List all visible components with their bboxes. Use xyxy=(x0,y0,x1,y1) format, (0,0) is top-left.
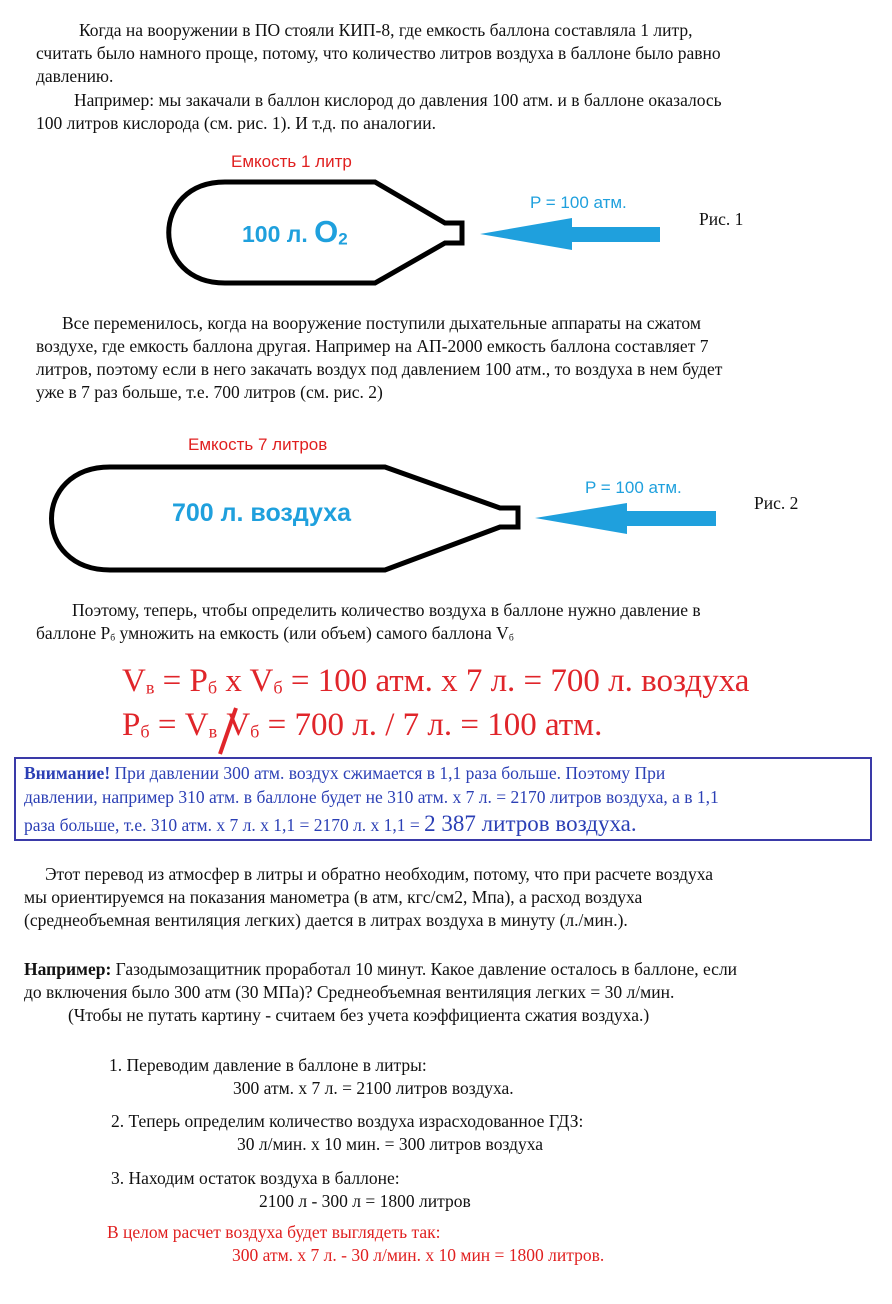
notice-line-1 xyxy=(24,762,665,785)
notice-text-1: При давлении 300 атм. воздух сжимается в 1,1 раза больше. Поэтому При xyxy=(110,763,666,783)
fig1-capacity-label: Емкость 1 литр xyxy=(231,152,352,171)
f1-rest: = 100 атм. x 7 л. = 700 л. воздуха xyxy=(282,663,750,699)
para3-line-2 xyxy=(36,622,514,649)
notice-bold: Внимание! xyxy=(24,763,111,783)
para2-line-1: Все переменилось, когда на вооружение поступили дыхательные аппараты на сжатом xyxy=(62,313,701,333)
f2-v: V xyxy=(184,707,209,743)
para2-line-4: уже в 7 раз больше, т.е. 700 литров (см. рис. 2) xyxy=(36,382,383,402)
intro-line-4: Например: мы закачали в баллон кислород до давления 100 атм. и в баллоне оказалось xyxy=(74,90,722,110)
fig2-pressure-arrow xyxy=(535,503,716,534)
f1-v: V xyxy=(122,663,146,699)
para3-line-1: Поэтому, теперь, чтобы определить количество воздуха в баллоне нужно давление в xyxy=(72,600,701,620)
f2-v2-sub: б xyxy=(250,721,260,742)
notice-result: 2 387 литров воздуха. xyxy=(424,811,637,836)
notice-line-3 xyxy=(24,812,637,837)
intro-line-3: давлению. xyxy=(36,66,114,86)
fig1-caption: Рис. 1 xyxy=(699,209,744,229)
f1-p: P xyxy=(189,663,208,699)
f1-v2-sub: б xyxy=(273,677,283,698)
para4-line-1: Этот перевод из атмосфер в литры и обратно необходим, потому, что при расчете воздуха xyxy=(45,864,713,884)
step-1-title: 1. Переводим давление в баллоне в литры: xyxy=(109,1055,427,1075)
f1-eq: = xyxy=(154,663,190,699)
fig1-formula-letter: O xyxy=(314,214,339,249)
f2-p-sub: б xyxy=(140,721,150,742)
summary-calc: 300 атм. х 7 л. - 30 л/мин. х 10 мин = 1800 литров. xyxy=(232,1245,605,1265)
example-line-2: до включения было 300 атм (30 МПа)? Среднеобъемная вентиляция легких = 30 л/мин. xyxy=(24,982,675,1002)
fig2-pressure-label: P = 100 атм. xyxy=(585,478,682,497)
fig2-content: 700 л. воздуха xyxy=(172,499,352,527)
intro-line-2: считать было намного проще, потому, что количество литров воздуха в баллоне было равно xyxy=(36,43,721,63)
para3-text-b: умножить на емкость (или объем) самого баллона V xyxy=(115,623,509,643)
fig1-oxygen-formula xyxy=(314,214,348,249)
f2-eq: = xyxy=(149,707,185,743)
f2-rest: = 700 л. / 7 л. = 100 атм. xyxy=(259,707,603,743)
step-2-calc: 30 л/мин. х 10 мин. = 300 литров воздуха xyxy=(237,1134,543,1154)
para2-line-2: воздухе, где емкость баллона другая. Например на АП-2000 емкость баллона составляет 7 xyxy=(36,336,709,356)
example-line-1 xyxy=(24,958,737,981)
fig1-pressure-label: P = 100 атм. xyxy=(530,193,627,212)
step-3-calc: 2100 л - 300 л = 1800 литров xyxy=(259,1191,471,1211)
f2-p: P xyxy=(122,707,141,743)
step-2-title: 2. Теперь определим количество воздуха израсходованное ГДЗ: xyxy=(111,1111,584,1131)
intro-line-5: 100 литров кислорода (см. рис. 1). И т.д. по аналогии. xyxy=(36,113,436,133)
f2-slash xyxy=(217,707,226,743)
para3-sub-1: б xyxy=(110,632,116,644)
example-line-3: (Чтобы не путать картину - считаем без учета коэффициента сжатия воздуха.) xyxy=(68,1005,650,1025)
f1-p-sub: б xyxy=(207,677,218,698)
f1-v-sub: в xyxy=(145,677,155,698)
notice-line-2: давлении, например 310 атм. в баллоне будет не 310 атм. x 7 л. = 2170 литров воздуха, а в 1,1 xyxy=(24,787,719,807)
f1-v2: V xyxy=(249,663,274,699)
f2-v2: V xyxy=(226,707,251,743)
step-1-calc: 300 атм. х 7 л. = 2100 литров воздуха. xyxy=(233,1078,514,1098)
para2-line-3: литров, поэтому если в него закачать воздух под давлением 100 атм., то воздуха в нем будет xyxy=(36,359,723,379)
formula-2 xyxy=(122,707,602,750)
fig1-content xyxy=(242,213,348,259)
fig1-pressure-arrow xyxy=(480,218,660,250)
notice-text-3: раза больше, т.е. 310 атм. x 7 л. x 1,1 = 2170 л. x 1,1 = xyxy=(24,815,425,835)
step-3-title: 3. Находим остаток воздуха в баллоне: xyxy=(111,1168,400,1188)
f1-x: x xyxy=(217,663,250,699)
para3-text-a: баллоне P xyxy=(36,623,111,643)
fig1-formula-sub: 2 xyxy=(338,229,348,249)
para3-sub-2: б xyxy=(508,632,514,644)
fig2-caption: Рис. 2 xyxy=(754,493,799,513)
formula-1 xyxy=(122,663,749,706)
summary-title: В целом расчет воздуха будет выглядеть так: xyxy=(107,1222,441,1242)
fig1-content-text: 100 л. xyxy=(242,221,308,247)
para4-line-3: (среднеобъемная вентиляция легких) дается в литрах воздуха в минуту (л./мин.). xyxy=(24,910,628,930)
para4-line-2: мы ориентируемся на показания манометра (в атм, кгс/см2, Мпа), а расход воздуха xyxy=(24,887,643,907)
f2-v-sub: в xyxy=(208,721,218,742)
fig2-capacity-label: Емкость 7 литров xyxy=(188,435,328,454)
intro-line-1: Когда на вооружении в ПО стояли КИП-8, где емкость баллона составляла 1 литр, xyxy=(79,20,693,40)
example-text-1: Газодымозащитник проработал 10 минут. Какое давление осталось в баллоне, если xyxy=(111,959,738,979)
example-bold: Например: xyxy=(24,959,112,979)
